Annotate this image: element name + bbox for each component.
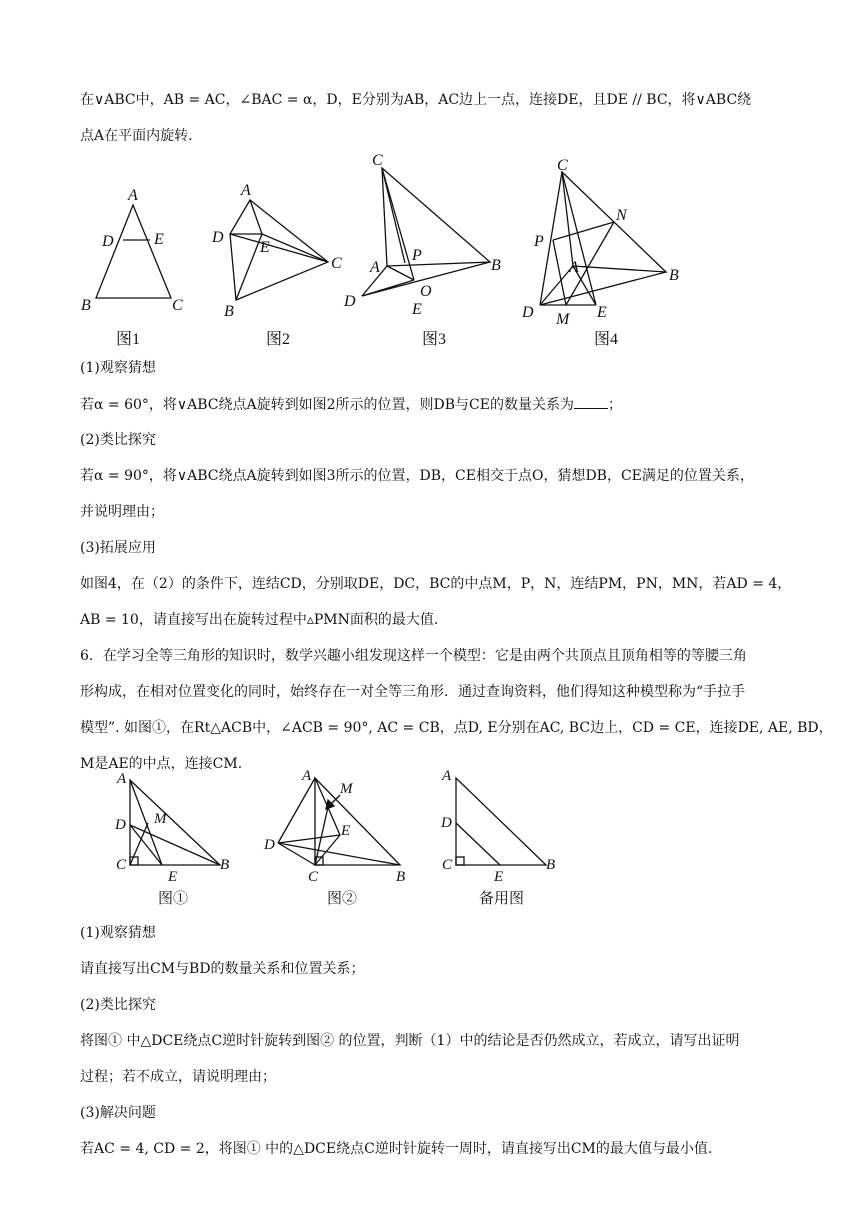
p6-line4: M是AE的中点，连接CM.: [80, 756, 243, 772]
p5-s1-text-a: 若α = 60°，将∨ABC绕点A旋转到如图2所示的位置，则DB与CE的数量关系为: [80, 397, 574, 413]
p5-caption-fig4: 图4: [594, 331, 619, 348]
p5-caption-fig3: 图3: [422, 331, 447, 348]
answer-blank: [574, 394, 608, 409]
p5-figures: [76, 150, 696, 350]
fig3-label-p: P: [412, 247, 422, 264]
fig4-label-b: B: [669, 267, 679, 284]
p5-fig4: [540, 172, 666, 305]
fig1-label-e: E: [154, 231, 164, 248]
fig6-3-label-d: D: [441, 815, 452, 831]
fig6-2-label-b: B: [396, 869, 406, 885]
fig3-label-c: C: [372, 152, 383, 169]
p6-s2-line1: 将图① 中△DCE绕点C逆时针旋转到图② 的位置，判断（1）中的结论是否仍然成立，若成立，请写出证明: [80, 1033, 740, 1049]
fig4-label-m: M: [556, 311, 570, 328]
p5-caption-fig2: 图2: [266, 331, 291, 348]
p6-s2-title: (2)类比探究: [80, 997, 156, 1013]
fig4-label-p: P: [534, 233, 544, 250]
p5-s1-title: (1)观察猜想: [80, 360, 156, 376]
fig4-label-d: D: [522, 304, 534, 321]
fig6-1-label-c: C: [116, 857, 127, 873]
p6-caption-fig1: 图①: [158, 891, 189, 907]
fig6-2-label-e: E: [341, 823, 351, 839]
fig2-label-c: C: [331, 255, 342, 272]
fig6-1-label-e: E: [168, 869, 178, 885]
p5-fig2: [230, 200, 328, 300]
p5-s3-title: (3)拓展应用: [80, 540, 156, 556]
fig3-label-b: B: [491, 257, 501, 274]
fig6-2-label-m: M: [340, 781, 353, 797]
p5-intro-line1: 在∨ABC中，AB = AC，∠BAC = α，D，E分别为AB，AC边上一点，连接DE，且DE // BC，将∨ABC绕: [80, 92, 752, 108]
fig2-label-d: D: [212, 229, 224, 246]
p5-s1-text-b: ；: [607, 397, 622, 413]
fig4-label-e: E: [597, 304, 607, 321]
p6-line2: 形构成，在相对位置变化的同时，始终存在一对全等三角形．通过查询资料，他们得知这种模型称为“手拉手: [80, 684, 746, 700]
p6-s3-text: 若AC = 4, CD = 2，将图① 中的△DCE绕点C逆时针旋转一周时，请直接写出CM的最大值与最小值.: [80, 1141, 713, 1157]
p5-s2-line1: 若α = 90°，将∨ABC绕点A旋转到如图3所示的位置，DB，CE相交于点O，猜想DB，CE满足的位置关系，: [80, 468, 754, 484]
fig6-3-label-a: A: [442, 768, 452, 784]
fig3-label-o: O: [420, 283, 432, 300]
fig6-3-label-b: B: [546, 857, 556, 873]
p5-s2-title: (2)类比探究: [80, 432, 156, 448]
fig3-label-e: E: [412, 301, 422, 318]
p6-fig-spare: [456, 778, 546, 865]
fig2-label-a: A: [241, 182, 251, 199]
p5-s2-line2: 并说明理由；: [80, 504, 164, 520]
p5-caption-fig1: 图1: [116, 331, 141, 348]
fig6-2-label-d: D: [264, 837, 275, 853]
fig6-3-label-e: E: [494, 869, 504, 885]
p6-line1: 6．在学习全等三角形的知识时，数学兴趣小组发现这样一个模型：它是由两个共顶点且顶角相等的等腰三角: [80, 648, 747, 664]
p5-s3-line2: AB = 10，请直接写出在旋转过程中▵PMN面积的最大值.: [80, 612, 439, 628]
p6-s3-title: (3)解决问题: [80, 1105, 156, 1121]
fig6-2-label-c: C: [308, 869, 319, 885]
p6-s2-line2: 过程；若不成立，请说明理由；: [80, 1069, 276, 1085]
fig4-label-n: N: [616, 207, 627, 224]
p6-caption-fig2: 图②: [327, 891, 358, 907]
fig6-3-label-c: C: [442, 857, 453, 873]
p5-intro-line2: 点A在平面内旋转.: [80, 128, 193, 144]
fig6-1-label-m: M: [154, 811, 167, 827]
fig1-label-a: A: [128, 187, 138, 204]
p6-s1-text: 请直接写出CM与BD的数量关系和位置关系；: [80, 961, 365, 977]
p5-fig1: [96, 205, 171, 298]
fig1-label-d: D: [102, 233, 114, 250]
fig1-label-c: C: [172, 297, 183, 314]
p5-s1-question: [80, 394, 780, 415]
fig2-label-e: E: [260, 239, 270, 256]
p6-fig2: [278, 778, 400, 865]
p5-fig3: [362, 168, 490, 296]
fig2-label-b: B: [224, 303, 234, 320]
fig4-label-c: C: [557, 157, 568, 174]
fig1-label-b: B: [81, 297, 91, 314]
fig6-1-label-a: A: [117, 771, 127, 787]
fig6-2-label-a: A: [302, 768, 312, 784]
p6-caption-spare: 备用图: [479, 891, 525, 907]
fig6-1-label-d: D: [115, 817, 126, 833]
p5-s3-line1: 如图4，在（2）的条件下，连结CD，分别取DE，DC，BC的中点M，P，N，连结PM，PN，MN，若AD = 4，: [80, 576, 792, 592]
p6-fig1: [130, 780, 220, 865]
fig3-label-d: D: [344, 293, 356, 310]
p6-line3: 模型”. 如图①，在Rt△ACB中，∠ACB = 90°, AC = CB，点D, E分别在AC, BC边上，CD = CE，连接DE, AE, BD，: [80, 720, 833, 736]
p6-s1-title: (1)观察猜想: [80, 925, 156, 941]
fig6-1-label-b: B: [220, 857, 230, 873]
fig3-label-a: A: [370, 259, 380, 276]
fig4-label-a: A: [569, 259, 579, 276]
p6-figures: [110, 765, 580, 915]
